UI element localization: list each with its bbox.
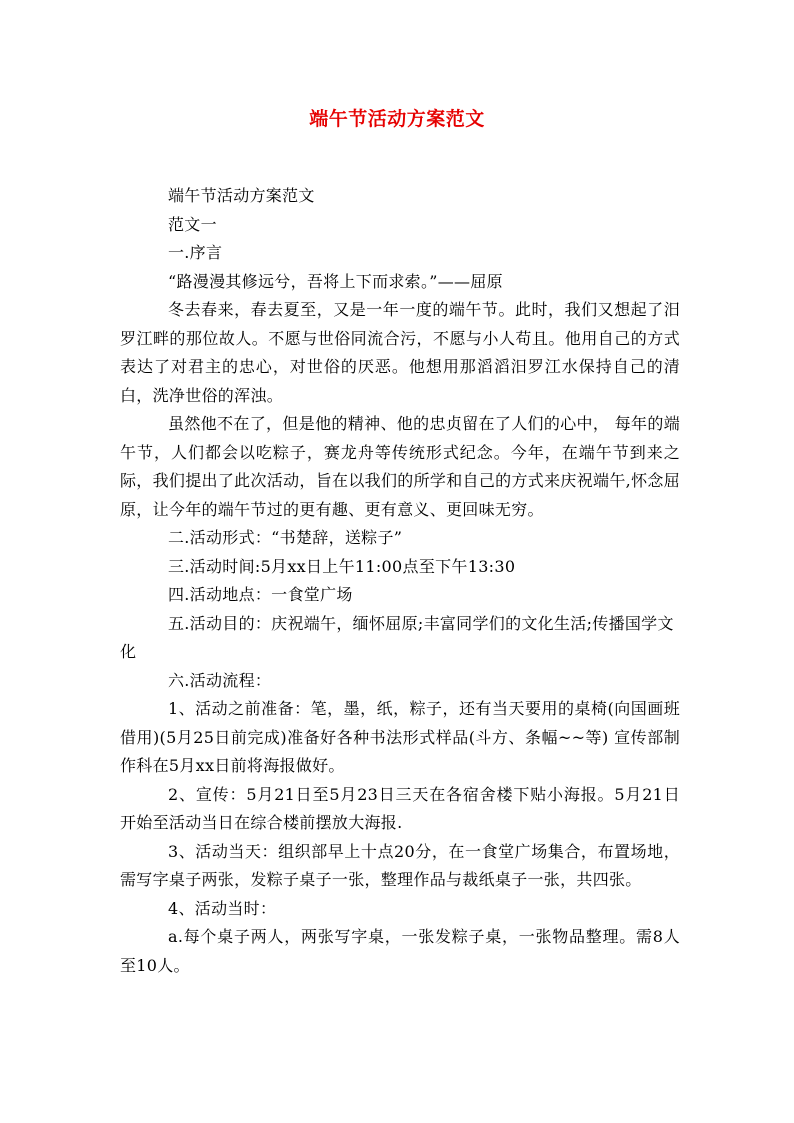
process-step-1: 1、活动之前准备：笔，墨，纸，粽子，还有当天要用的桌椅(向国画班借用)(5月25日前完成)准备好各种书法形式样品(斗方、条幅~~等) 宣传部制作科在5月xx日前将海报做好。 — [120, 699, 680, 775]
process-step-3: 3、活动当天：组织部早上十点20分，在一食堂广场集合，布置场地，需写字桌子两张，发粽子桌子一张，整理作品与裁纸桌子一张，共四张。 — [120, 841, 680, 889]
paragraph-intro: 冬去春来，春去夏至，又是一年一度的端午节。此时，我们又想起了汨罗江畔的那位故人。不愿与世俗同流合污，不愿与小人苟且。他用自己的方式表达了对君主的忠心，对世俗的厌恶。他想用那滔滔汨罗江水保持自己的清白，洗净世俗的浑浊。 — [120, 300, 680, 405]
heading-location: 四.活动地点：一食堂广场 — [168, 585, 353, 604]
heading-process: 六.活动流程： — [168, 670, 272, 690]
document-title: 端午节活动方案范文 — [309, 108, 485, 130]
paragraph-purpose: 虽然他不在了，但是他的精神、他的忠贞留在了人们的心中， 每年的端午节，人们都会以吃粽子，赛龙舟等传统形式纪念。今年，在端午节到来之际，我们提出了此次活动，旨在以我们的所学和自己的方式来庆祝端午,怀念屈原，让今年的端午节过的更有趣、更有意义、更回味无穷。 — [120, 414, 680, 519]
process-step-4a: a.每个桌子两人，两张写字桌，一张发粽子桌，一张物品整理。需8人至10人。 — [120, 927, 680, 975]
quote: “路漫漫其修远兮，吾将上下而求索。”——屈原 — [168, 271, 503, 291]
heading-form: 二.活动形式：“书楚辞，送粽子” — [168, 528, 403, 547]
process-step-4: 4、活动当时： — [168, 898, 277, 918]
subtitle: 端午节活动方案范文 — [168, 186, 315, 205]
document-body — [120, 182, 680, 980]
heading-preface: 一.序言 — [168, 243, 223, 262]
process-step-2: 2、宣传：5月21日至5月23日三天在各宿舍楼下贴小海报。5月21日开始至活动当日在综合楼前摆放大海报. — [120, 784, 680, 832]
heading-time: 三.活动时间:5月xx日上午11:00点至下午13:30 — [168, 556, 516, 576]
heading-goal: 五.活动目的：庆祝端午，缅怀屈原;丰富同学们的文化生活;传播国学文化 — [120, 613, 674, 661]
section-label: 范文一 — [168, 214, 217, 234]
